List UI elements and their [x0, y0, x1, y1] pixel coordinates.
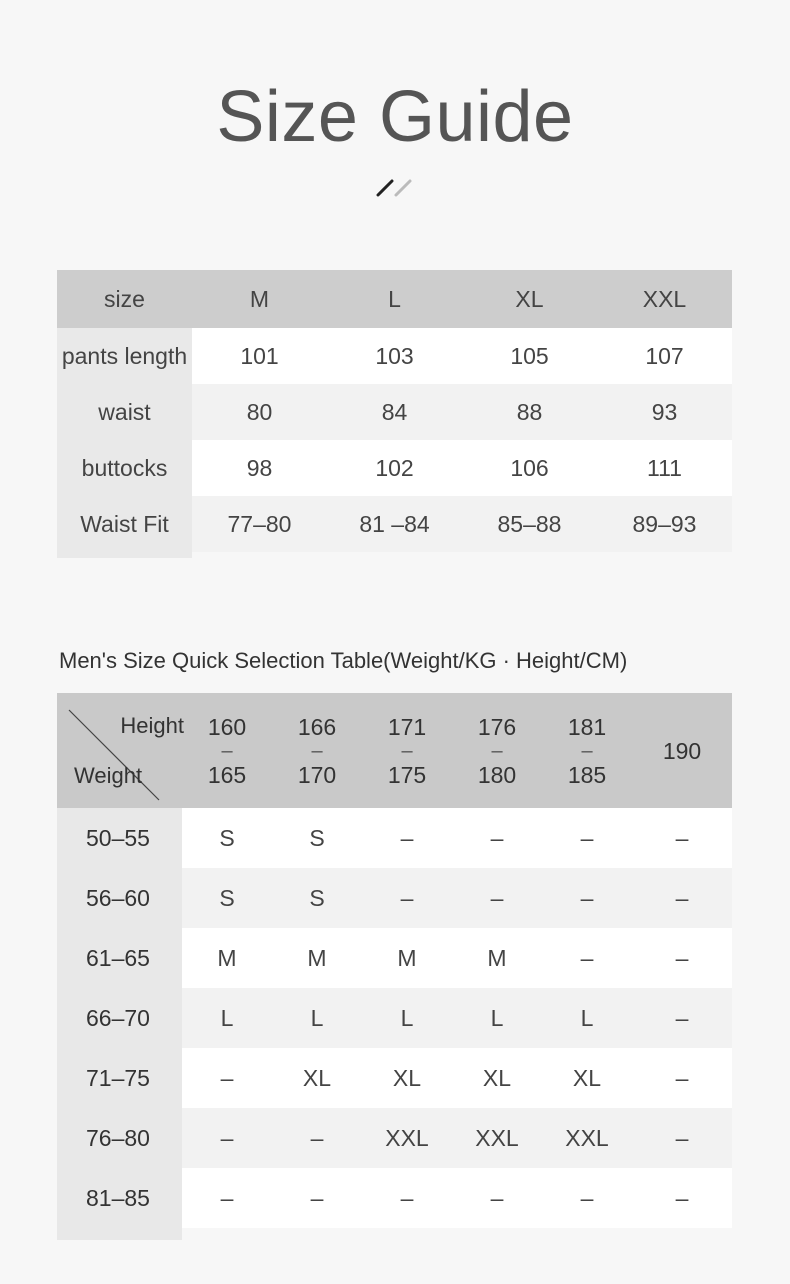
table-cell: 105	[462, 328, 597, 384]
quick-table-header	[57, 693, 732, 808]
size-cell: S	[272, 808, 362, 868]
height-from: 181	[567, 713, 607, 740]
size-cell: –	[362, 808, 452, 868]
size-cell: –	[542, 808, 632, 868]
table-row	[57, 868, 732, 928]
diagonal-line	[57, 693, 182, 808]
height-header	[272, 693, 362, 808]
table-cell: 77–80	[192, 496, 327, 552]
height-header	[182, 693, 272, 808]
table-cell: 88	[462, 384, 597, 440]
weight-range-label: 76–80	[57, 1108, 182, 1168]
table-cell: 93	[597, 384, 732, 440]
table-row	[57, 384, 732, 440]
size-cell: –	[182, 1048, 272, 1108]
page-title: Size Guide	[216, 77, 574, 157]
row-label: buttocks	[57, 440, 192, 496]
height-to: 180	[477, 761, 517, 788]
table-cell: 81 –84	[327, 496, 462, 552]
weight-range-label: 56–60	[57, 868, 182, 928]
header-cell: L	[388, 285, 401, 312]
table-row	[57, 1108, 732, 1168]
row-label: Waist Fit	[57, 496, 192, 552]
size-cell: XL	[542, 1048, 632, 1108]
table-cell: 98	[192, 440, 327, 496]
size-cell: –	[542, 868, 632, 928]
header-cell: XL	[515, 285, 544, 312]
size-cell: XL	[362, 1048, 452, 1108]
size-cell: –	[362, 1168, 452, 1228]
height-to: 170	[297, 761, 337, 788]
size-cell: M	[272, 928, 362, 988]
height-dash: –	[221, 739, 233, 762]
weight-range-label: 81–85	[57, 1168, 182, 1228]
quick-selection-table	[57, 693, 732, 1240]
size-cell: –	[182, 1108, 272, 1168]
size-cell: –	[452, 868, 542, 928]
size-cell: S	[182, 808, 272, 868]
header-cell: size	[104, 285, 145, 312]
height-header	[452, 693, 542, 808]
size-cell: M	[182, 928, 272, 988]
weight-range-label: 61–65	[57, 928, 182, 988]
size-cell: XL	[452, 1048, 542, 1108]
size-cell: –	[632, 868, 732, 928]
size-cell: L	[362, 988, 452, 1048]
height-header	[632, 693, 732, 808]
size-cell: –	[542, 928, 632, 988]
size-cell: S	[272, 868, 362, 928]
height-dash: –	[311, 739, 323, 762]
table-cell: 103	[327, 328, 462, 384]
size-cell: –	[632, 928, 732, 988]
size-cell: XXL	[362, 1108, 452, 1168]
size-cell: M	[362, 928, 452, 988]
height-header	[542, 693, 632, 808]
table-cell: 101	[192, 328, 327, 384]
size-cell: –	[632, 988, 732, 1048]
table-cell: 80	[192, 384, 327, 440]
size-cell: XL	[272, 1048, 362, 1108]
quick-table-title: Men's Size Quick Selection Table(Weight/KG · Height/CM)	[59, 648, 628, 673]
table-row	[57, 440, 732, 496]
size-cell: –	[452, 1168, 542, 1228]
size-cell: L	[272, 988, 362, 1048]
height-to: 175	[387, 761, 427, 788]
divider-slash-icon	[375, 176, 415, 198]
size-cell: –	[452, 808, 542, 868]
header-cell: XXL	[642, 285, 687, 312]
size-cell: –	[542, 1168, 632, 1228]
table-row	[57, 496, 732, 552]
row-label: waist	[57, 384, 192, 440]
table-cell: 106	[462, 440, 597, 496]
table-cell: 89–93	[597, 496, 732, 552]
table-cell: 102	[327, 440, 462, 496]
size-cell: –	[272, 1108, 362, 1168]
size-cell: –	[632, 1168, 732, 1228]
weight-range-label: 50–55	[57, 808, 182, 868]
height-from: 166	[297, 713, 337, 740]
size-cell: L	[182, 988, 272, 1048]
size-cell: L	[452, 988, 542, 1048]
size-cell: –	[272, 1168, 362, 1228]
size-cell: XXL	[452, 1108, 542, 1168]
size-cell: XXL	[542, 1108, 632, 1168]
height-header	[362, 693, 452, 808]
size-cell: –	[182, 1168, 272, 1228]
weight-axis-label: Weight	[74, 763, 143, 788]
table-row	[57, 988, 732, 1048]
height-from: 176	[477, 713, 517, 740]
size-cell: L	[542, 988, 632, 1048]
height-dash: –	[581, 739, 593, 762]
table-row	[57, 808, 732, 868]
label-column-footer	[57, 1228, 182, 1240]
size-cell: –	[632, 808, 732, 868]
height-from: 171	[387, 713, 427, 740]
size-cell: –	[632, 1048, 732, 1108]
table-row	[57, 1168, 732, 1228]
height-dash: –	[491, 739, 503, 762]
corner-cell	[57, 693, 182, 808]
height-to: 185	[567, 761, 607, 788]
height-dash: –	[401, 739, 413, 762]
size-table	[57, 270, 732, 558]
table-cell: 85–88	[462, 496, 597, 552]
label-column-footer	[57, 552, 192, 558]
weight-range-label: 66–70	[57, 988, 182, 1048]
height-from: 190	[662, 737, 702, 764]
size-cell: –	[362, 868, 452, 928]
weight-range-label: 71–75	[57, 1048, 182, 1108]
height-to: 165	[207, 761, 247, 788]
size-cell: –	[632, 1108, 732, 1168]
table-row	[57, 1048, 732, 1108]
height-from: 160	[207, 713, 247, 740]
table-cell: 107	[597, 328, 732, 384]
height-axis-label: Height	[120, 713, 184, 738]
header-cell: M	[249, 285, 270, 312]
row-label: pants length	[57, 328, 192, 384]
table-row	[57, 328, 732, 384]
size-table-header	[57, 270, 732, 328]
size-cell: S	[182, 868, 272, 928]
size-cell: M	[452, 928, 542, 988]
table-cell: 84	[327, 384, 462, 440]
table-row	[57, 928, 732, 988]
table-cell: 111	[597, 440, 732, 496]
